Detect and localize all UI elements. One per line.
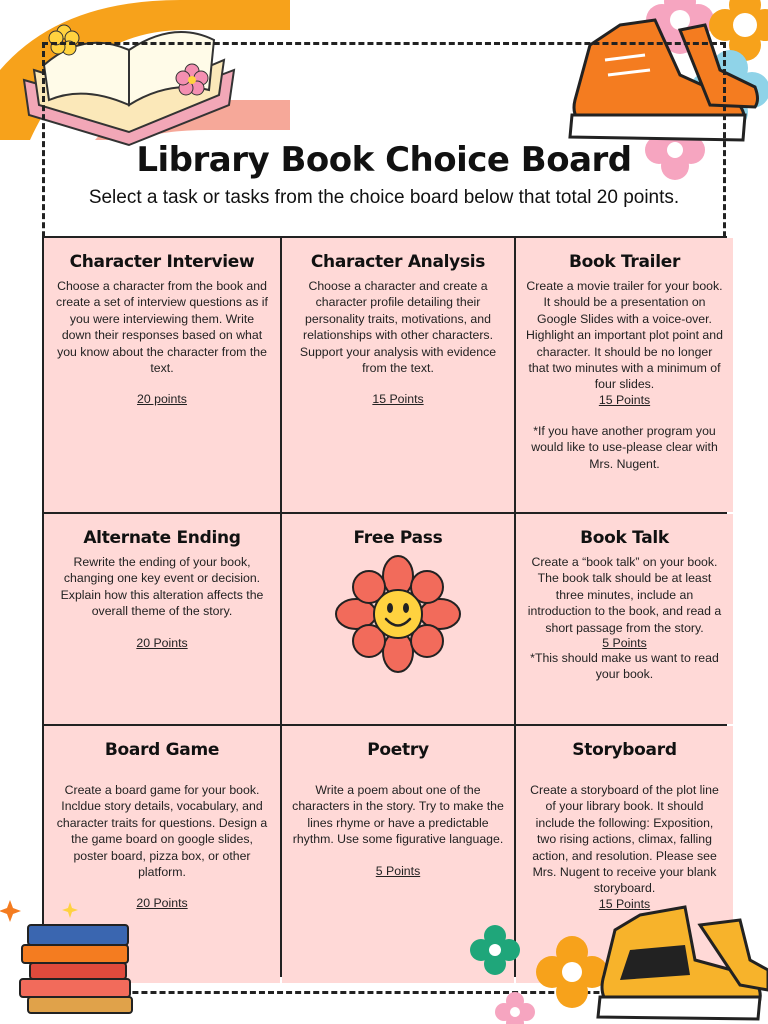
card-description: Choose a character and create a character profile detailing their personality traits, motivations, and relationships with other characters. Support your analysis with evidence from the text.: [299, 279, 497, 376]
card-note: *This should make us want to read your book.: [530, 651, 719, 682]
page-subtitle: Select a task or tasks from the choice board below that total 20 points.: [88, 187, 680, 208]
card-description: Create a “book talk” on your book. The book talk should be at least three minutes, include an introduction to the book, and read a short passage from the story.: [527, 555, 722, 635]
card-description: Write a poem about one of the characters in the story. Try to make the lines rhyme or have a predictable rhythm. Use some figurative language.: [292, 783, 504, 847]
card-title: Character Analysis: [310, 252, 486, 272]
card-description: Rewrite the ending of your book, changing one key event or decision. Explain how this alteration affects the overall theme of the story.: [60, 555, 264, 619]
pink-flower-icon: [495, 992, 535, 1024]
choice-card-alternate-ending[interactable]: [44, 514, 280, 724]
card-note: *If you have another program you would like to use-please clear with Mrs. Nugent.: [531, 423, 718, 471]
card-points: 20 points: [137, 392, 187, 407]
card-title: Free Pass: [353, 528, 443, 548]
card-points: 15 Points: [372, 392, 424, 407]
choice-board-grid: [42, 236, 727, 977]
card-points: 20 Points: [136, 635, 188, 650]
card-description: Create a movie trailer for your book. It should be a presentation on Google Slides with a voice-over. Highlight an important plot point and character. It should be no longer that two minutes with a minimum of four slides.: [526, 279, 723, 392]
card-title: Alternate Ending: [83, 528, 241, 548]
card-title: Character Interview: [69, 252, 255, 272]
card-description: Choose a character from the book and create a set of interview questions as if you were interviewing them. Write down their responses based on what you know about the character from the text.: [56, 279, 268, 376]
flower-cluster-bottom: [460, 920, 610, 1024]
card-title: Storyboard: [572, 740, 677, 760]
card-title: Board Game: [104, 740, 220, 760]
card-title: Book Talk: [580, 528, 669, 548]
choice-card-character-interview[interactable]: [44, 238, 280, 512]
card-points: 15 Points: [598, 896, 651, 911]
card-title: Book Trailer: [568, 252, 681, 272]
card-points: 5 Points: [602, 636, 647, 651]
page-title: Library Book Choice Board: [136, 140, 632, 180]
sparkle-icon: [0, 900, 78, 922]
choice-card-character-analysis[interactable]: [282, 238, 514, 512]
smiley-flower-icon: [328, 554, 468, 674]
card-description: Create a board game for your book. Incldue story details, vocabulary, and character traits for questions. Design a the game board on google slides, poster board, pizza box, or other platform.: [56, 783, 268, 880]
card-points: 20 Points: [136, 896, 188, 911]
choice-card-free-pass[interactable]: [282, 514, 514, 724]
basketball-sneaker-icon: [590, 905, 768, 1024]
card-points: 15 Points: [598, 392, 651, 407]
choice-card-book-trailer[interactable]: [516, 238, 733, 512]
green-flower-icon: [470, 925, 520, 975]
card-description: Create a storyboard of the plot line of your library book. It should include the following: Exposition, two rising actions, climax, falling action, and resolution. Please see Mrs. Nugent to receive your blank storyboard.: [530, 783, 719, 896]
choice-card-book-talk[interactable]: [516, 514, 733, 724]
card-title: Poetry: [367, 740, 429, 760]
book-stack-icon: [0, 890, 160, 1024]
card-points: 5 Points: [375, 863, 421, 878]
